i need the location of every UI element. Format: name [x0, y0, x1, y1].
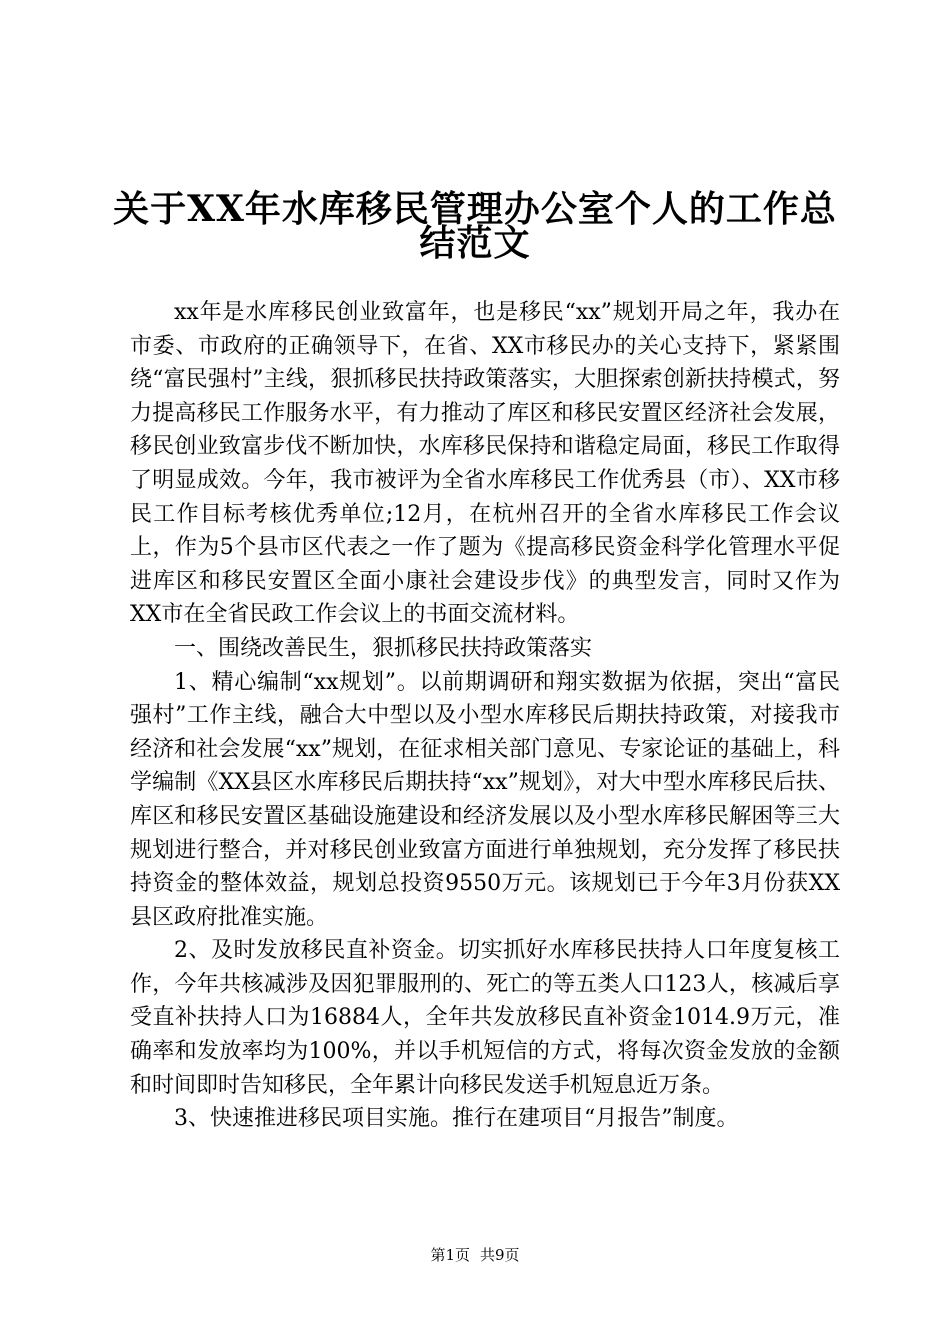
paragraph-item-3: 3、快速推进移民项目实施。推行在建项目“月报告”制度。 — [174, 1106, 739, 1132]
section-heading-1: 一、围绕改善民生，狠抓移民扶持政策落实 — [174, 635, 593, 661]
document-body — [130, 296, 840, 1136]
paragraph-intro: xx年是水库移民创业致富年，也是移民“xx”规划开局之年，我办在市委、市政府的正确领导下，在省、XX市移民办的关心支持下，紧紧围绕“富民强村”主线，狠抓移民扶持政策落实，大胆探索创新扶持模式，努力提高移民工作服务水平，有力推动了库区和移民安置区经济社会发展，移民创业致富步伐不断加快，水库移民保持和谐稳定局面，移民工作取得了明显成效。今年，我市被评为全省水库移民工作优秀县（市）、XX市移民工作目标考核优秀单位;12月，在杭州召开的全省水库移民工作会议上，作为5个县市区代表之一作了题为《提高移民资金科学化管理水平促进库区和移民安置区全面小康社会建设步伐》的典型发言，同时又作为XX市在全省民政工作会议上的书面交流材料。 — [130, 300, 840, 628]
paragraph-item-1: 1、精心编制“xx规划”。以前期调研和翔实数据为依据，突出“富民强村”工作主线，融合大中型以及小型水库移民后期扶持政策，对接我市经济和社会发展“xx”规划，在征求相关部门意见、专家论证的基础上，科学编制《XX县区水库移民后期扶持“xx”规划》，对大中型水库移民后扶、库区和移民安置区基础设施建设和经济发展以及小型水库移民解困等三大规划进行整合，并对移民创业致富方面进行单独规划，充分发挥了移民扶持资金的整体效益，规划总投资9550万元。该规划已于今年3月份获XX县区政府批准实施。 — [130, 669, 840, 930]
page-total: 共9页 — [480, 1246, 520, 1264]
page-footer — [0, 1244, 950, 1265]
document-title-line-2: 结范文 — [419, 222, 531, 264]
paragraph-item-2: 2、及时发放移民直补资金。切实抓好水库移民扶持人口年度复核工作，今年共核减涉及因犯罪服刑的、死亡的等五类人口123人，核减后享受直补扶持人口为16884人，全年共发放移民直补资金1014.9万元，准确率和发放率均为100%，并以手机短信的方式，将每次资金发放的金额和时间即时告知移民，全年累计向移民发送手机短息近万条。 — [130, 938, 840, 1098]
document-title-line-1: 关于XX年水库移民管理办公室个人的工作总 — [113, 188, 837, 230]
page-number: 第1页 — [430, 1246, 470, 1264]
